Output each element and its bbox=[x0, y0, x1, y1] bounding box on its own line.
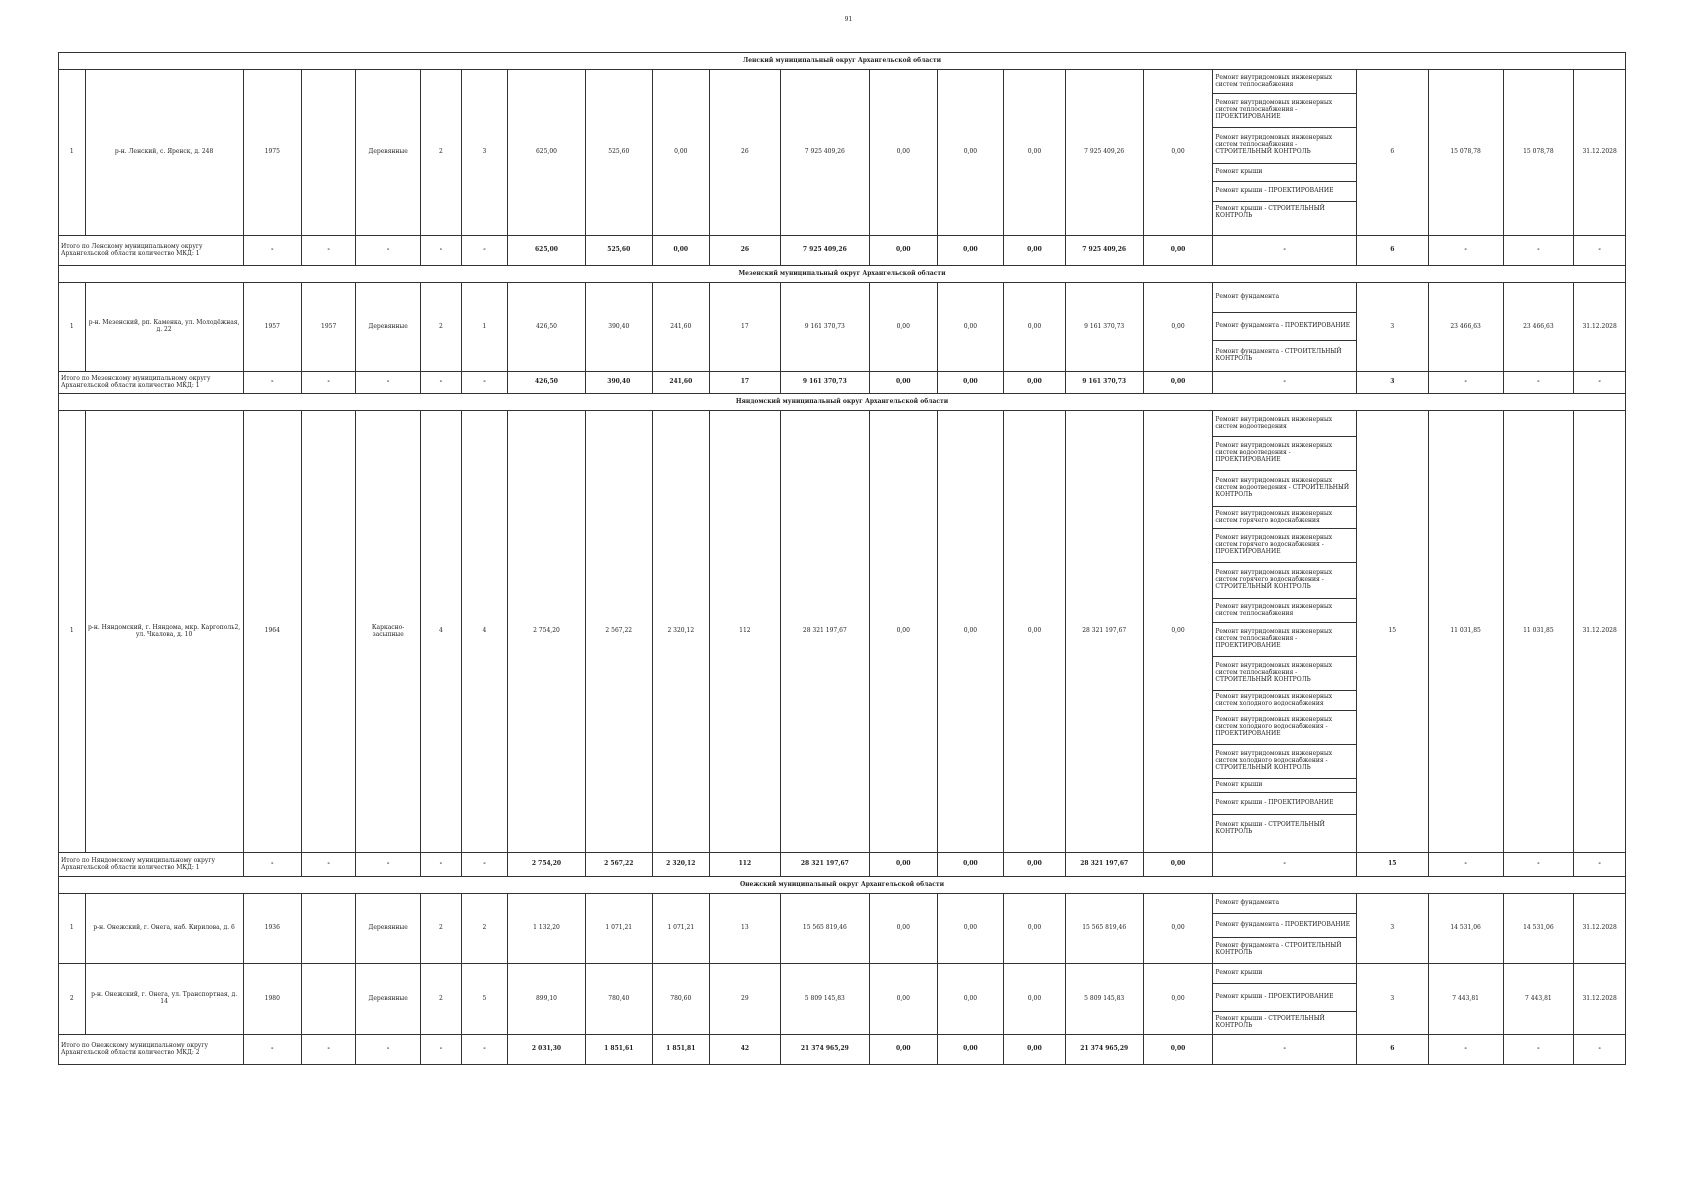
area-total: 625,00 bbox=[508, 70, 586, 236]
total-local: 0,00 bbox=[1004, 1035, 1066, 1065]
total-owners: 28 321 197,67 bbox=[1065, 853, 1143, 877]
placeholder-dash: - bbox=[356, 1035, 421, 1065]
unit-cost-limit: 23 466,63 bbox=[1503, 283, 1574, 372]
total-cost: 28 321 197,67 bbox=[780, 853, 869, 877]
work-item: Ремонт фундамента bbox=[1213, 283, 1356, 313]
entrances-count: 2 bbox=[461, 894, 507, 964]
table-row bbox=[59, 283, 1626, 372]
entrances-count: 5 bbox=[461, 964, 507, 1035]
work-item: Ремонт крыши bbox=[1213, 964, 1356, 984]
area-living: 1 071,21 bbox=[585, 894, 652, 964]
area-residential: 1 071,21 bbox=[652, 894, 709, 964]
placeholder-dash: - bbox=[356, 372, 421, 394]
section-header-row bbox=[59, 394, 1626, 411]
build-year: 1936 bbox=[243, 894, 301, 964]
placeholder-dash: - bbox=[301, 1035, 355, 1065]
works-count: 3 bbox=[1356, 964, 1428, 1035]
cost-regional: 0,00 bbox=[937, 964, 1004, 1035]
placeholder-dash: - bbox=[1428, 372, 1503, 394]
placeholder-dash: - bbox=[420, 372, 461, 394]
work-item: Ремонт внутридомовых инженерных систем теплоснабжения - ПРОЕКТИРОВАНИЕ bbox=[1213, 623, 1356, 657]
residents-count: 112 bbox=[710, 411, 781, 853]
cost-total: 7 925 409,26 bbox=[780, 70, 869, 236]
table-row bbox=[59, 411, 1626, 853]
placeholder-dash: - bbox=[356, 853, 421, 877]
area-total: 899,10 bbox=[508, 964, 586, 1035]
area-living: 2 567,22 bbox=[585, 411, 652, 853]
cost-other: 0,00 bbox=[1143, 964, 1213, 1035]
works-list bbox=[1213, 70, 1357, 236]
work-item: Ремонт внутридомовых инженерных систем теплоснабжения bbox=[1213, 70, 1356, 94]
total-regional: 0,00 bbox=[937, 1035, 1004, 1065]
total-owners: 21 374 965,29 bbox=[1065, 1035, 1143, 1065]
placeholder-dash: - bbox=[461, 1035, 507, 1065]
unit-cost-limit: 7 443,81 bbox=[1503, 964, 1574, 1035]
work-item: Ремонт внутридомовых инженерных систем холодного водоснабжения - СТРОИТЕЛЬНЫЙ КОНТРОЛЬ bbox=[1213, 745, 1356, 779]
placeholder-dash: - bbox=[243, 236, 301, 266]
total-local: 0,00 bbox=[1004, 853, 1066, 877]
table-body bbox=[59, 53, 1626, 1065]
total-area-living: 1 851,61 bbox=[585, 1035, 652, 1065]
page-number: 91 bbox=[844, 16, 853, 23]
unit-cost: 14 531,06 bbox=[1428, 894, 1503, 964]
work-item: Ремонт внутридомовых инженерных систем водоотведения bbox=[1213, 411, 1356, 437]
cost-owners: 15 565 819,46 bbox=[1065, 894, 1143, 964]
placeholder-dash: - bbox=[1428, 1035, 1503, 1065]
wall-material: Каркасно-засыпные bbox=[356, 411, 421, 853]
entrances-count: 4 bbox=[461, 411, 507, 853]
unit-cost-limit: 14 531,06 bbox=[1503, 894, 1574, 964]
address-cell: р-н. Мезенский, рп. Каменка, ул. Молодёжная, д. 22 bbox=[85, 283, 243, 372]
section-title: Ленский муниципальный округ Архангельской области bbox=[59, 53, 1626, 70]
cost-federal: 0,00 bbox=[869, 894, 937, 964]
cost-owners: 28 321 197,67 bbox=[1065, 411, 1143, 853]
cost-federal: 0,00 bbox=[869, 964, 937, 1035]
placeholder-dash: - bbox=[1503, 853, 1574, 877]
total-residents: 112 bbox=[710, 853, 781, 877]
residents-count: 17 bbox=[710, 283, 781, 372]
total-label: Итого по Мезенскому муниципальному округу Архангельской области количество МКД: 1 bbox=[59, 372, 244, 394]
cost-local: 0,00 bbox=[1004, 283, 1066, 372]
total-label: Итого по Онежскому муниципальному округу Архангельской области количество МКД: 2 bbox=[59, 1035, 244, 1065]
work-item: Ремонт фундамента - СТРОИТЕЛЬНЫЙ КОНТРОЛЬ bbox=[1215, 942, 1342, 956]
section-total-row bbox=[59, 1035, 1626, 1065]
address-cell: р-н. Онежский, г. Онега, ул. Транспортная, д. 14 bbox=[85, 964, 243, 1035]
work-item: Ремонт внутридомовых инженерных систем горячего водоснабжения - СТРОИТЕЛЬНЫЙ КОНТРОЛЬ bbox=[1213, 563, 1356, 599]
total-area-residential: 0,00 bbox=[652, 236, 709, 266]
placeholder-dash: - bbox=[1213, 372, 1357, 394]
wall-material: Деревянные bbox=[356, 894, 421, 964]
total-works-count: 3 bbox=[1356, 372, 1428, 394]
total-label: Итого по Няндомскому муниципальному округу Архангельской области количество МКД: 1 bbox=[59, 853, 244, 877]
work-item: Ремонт крыши - СТРОИТЕЛЬНЫЙ КОНТРОЛЬ bbox=[1215, 205, 1325, 219]
total-regional: 0,00 bbox=[937, 372, 1004, 394]
commission-year bbox=[301, 70, 355, 236]
placeholder-dash: - bbox=[243, 372, 301, 394]
area-living: 390,40 bbox=[585, 283, 652, 372]
total-other: 0,00 bbox=[1143, 236, 1213, 266]
cost-total: 15 565 819,46 bbox=[780, 894, 869, 964]
unit-cost: 7 443,81 bbox=[1428, 964, 1503, 1035]
capital-repair-table bbox=[58, 52, 1626, 1065]
area-total: 2 754,20 bbox=[508, 411, 586, 853]
total-federal: 0,00 bbox=[869, 372, 937, 394]
cost-regional: 0,00 bbox=[937, 70, 1004, 236]
cost-owners: 5 809 145,83 bbox=[1065, 964, 1143, 1035]
build-year: 1964 bbox=[243, 411, 301, 853]
work-item: Ремонт внутридомовых инженерных систем холодного водоснабжения - ПРОЕКТИРОВАНИЕ bbox=[1213, 711, 1356, 745]
total-other: 0,00 bbox=[1143, 1035, 1213, 1065]
placeholder-dash: - bbox=[1428, 853, 1503, 877]
table-row bbox=[59, 70, 1626, 236]
total-regional: 0,00 bbox=[937, 236, 1004, 266]
total-local: 0,00 bbox=[1004, 236, 1066, 266]
build-year: 1980 bbox=[243, 964, 301, 1035]
placeholder-dash: - bbox=[1213, 1035, 1357, 1065]
deadline: 31.12.2028 bbox=[1574, 964, 1626, 1035]
work-item: Ремонт крыши - СТРОИТЕЛЬНЫЙ КОНТРОЛЬ bbox=[1215, 1015, 1325, 1029]
work-item: Ремонт крыши - ПРОЕКТИРОВАНИЕ bbox=[1213, 793, 1356, 815]
build-year: 1957 bbox=[243, 283, 301, 372]
cost-regional: 0,00 bbox=[937, 411, 1004, 853]
cost-local: 0,00 bbox=[1004, 894, 1066, 964]
placeholder-dash: - bbox=[1213, 853, 1357, 877]
cost-local: 0,00 bbox=[1004, 70, 1066, 236]
placeholder-dash: - bbox=[1574, 1035, 1626, 1065]
total-residents: 17 bbox=[710, 372, 781, 394]
commission-year bbox=[301, 411, 355, 853]
work-item: Ремонт крыши bbox=[1213, 779, 1356, 793]
section-title: Мезенский муниципальный округ Архангельской области bbox=[59, 266, 1626, 283]
placeholder-dash: - bbox=[420, 236, 461, 266]
cost-local: 0,00 bbox=[1004, 964, 1066, 1035]
unit-cost-limit: 11 031,85 bbox=[1503, 411, 1574, 853]
section-total-row bbox=[59, 372, 1626, 394]
area-residential: 2 320,12 bbox=[652, 411, 709, 853]
works-list bbox=[1213, 283, 1357, 372]
row-number: 1 bbox=[59, 283, 86, 372]
floors-count: 2 bbox=[420, 70, 461, 236]
total-works-count: 15 bbox=[1356, 853, 1428, 877]
deadline: 31.12.2028 bbox=[1574, 283, 1626, 372]
cost-federal: 0,00 bbox=[869, 283, 937, 372]
cost-other: 0,00 bbox=[1143, 70, 1213, 236]
total-cost: 9 161 370,73 bbox=[780, 372, 869, 394]
work-item: Ремонт крыши bbox=[1213, 164, 1356, 182]
work-item: Ремонт крыши - ПРОЕКТИРОВАНИЕ bbox=[1213, 182, 1356, 202]
cost-total: 9 161 370,73 bbox=[780, 283, 869, 372]
total-federal: 0,00 bbox=[869, 853, 937, 877]
wall-material: Деревянные bbox=[356, 964, 421, 1035]
cost-regional: 0,00 bbox=[937, 894, 1004, 964]
work-item: Ремонт фундамента - ПРОЕКТИРОВАНИЕ bbox=[1213, 313, 1356, 341]
placeholder-dash: - bbox=[461, 236, 507, 266]
cost-regional: 0,00 bbox=[937, 283, 1004, 372]
section-header-row bbox=[59, 877, 1626, 894]
section-total-row bbox=[59, 853, 1626, 877]
cost-other: 0,00 bbox=[1143, 283, 1213, 372]
unit-cost: 11 031,85 bbox=[1428, 411, 1503, 853]
cost-owners: 7 925 409,26 bbox=[1065, 70, 1143, 236]
work-item: Ремонт внутридомовых инженерных систем теплоснабжения - ПРОЕКТИРОВАНИЕ bbox=[1213, 94, 1356, 128]
cost-other: 0,00 bbox=[1143, 894, 1213, 964]
placeholder-dash: - bbox=[420, 853, 461, 877]
works-list bbox=[1213, 411, 1357, 853]
deadline: 31.12.2028 bbox=[1574, 70, 1626, 236]
table-row bbox=[59, 964, 1626, 1035]
placeholder-dash: - bbox=[1574, 236, 1626, 266]
area-residential: 780,60 bbox=[652, 964, 709, 1035]
works-count: 15 bbox=[1356, 411, 1428, 853]
works-count: 3 bbox=[1356, 894, 1428, 964]
cost-total: 28 321 197,67 bbox=[780, 411, 869, 853]
address-cell: р-н. Няндомский, г. Няндома, мкр. Каргополь2, ул. Чкалова, д. 10 bbox=[85, 411, 243, 853]
total-cost: 21 374 965,29 bbox=[780, 1035, 869, 1065]
residents-count: 13 bbox=[710, 894, 781, 964]
work-item: Ремонт фундамента - СТРОИТЕЛЬНЫЙ КОНТРОЛЬ bbox=[1215, 348, 1342, 362]
placeholder-dash: - bbox=[1503, 236, 1574, 266]
work-item: Ремонт внутридомовых инженерных систем холодного водоснабжения bbox=[1213, 691, 1356, 711]
placeholder-dash: - bbox=[356, 236, 421, 266]
cost-owners: 9 161 370,73 bbox=[1065, 283, 1143, 372]
total-area: 426,50 bbox=[508, 372, 586, 394]
works-list bbox=[1213, 964, 1357, 1035]
floors-count: 4 bbox=[420, 411, 461, 853]
total-regional: 0,00 bbox=[937, 853, 1004, 877]
cost-federal: 0,00 bbox=[869, 411, 937, 853]
total-residents: 26 bbox=[710, 236, 781, 266]
area-living: 525,60 bbox=[585, 70, 652, 236]
deadline: 31.12.2028 bbox=[1574, 411, 1626, 853]
total-area-living: 2 567,22 bbox=[585, 853, 652, 877]
placeholder-dash: - bbox=[301, 853, 355, 877]
total-other: 0,00 bbox=[1143, 372, 1213, 394]
work-item: Ремонт фундамента bbox=[1213, 894, 1356, 914]
area-living: 780,40 bbox=[585, 964, 652, 1035]
placeholder-dash: - bbox=[461, 372, 507, 394]
residents-count: 29 bbox=[710, 964, 781, 1035]
address-cell: р-н. Онежский, г. Онега, наб. Кирилова, д. 6 bbox=[85, 894, 243, 964]
placeholder-dash: - bbox=[420, 1035, 461, 1065]
row-number: 1 bbox=[59, 411, 86, 853]
section-header-row bbox=[59, 53, 1626, 70]
total-area-residential: 1 851,81 bbox=[652, 1035, 709, 1065]
section-title: Онежский муниципальный округ Архангельской области bbox=[59, 877, 1626, 894]
work-item: Ремонт внутридомовых инженерных систем теплоснабжения bbox=[1213, 599, 1356, 623]
total-area-residential: 2 320,12 bbox=[652, 853, 709, 877]
table-row bbox=[59, 894, 1626, 964]
total-owners: 7 925 409,26 bbox=[1065, 236, 1143, 266]
cost-other: 0,00 bbox=[1143, 411, 1213, 853]
total-other: 0,00 bbox=[1143, 853, 1213, 877]
work-item: Ремонт внутридомовых инженерных систем водоотведения - СТРОИТЕЛЬНЫЙ КОНТРОЛЬ bbox=[1213, 471, 1356, 507]
placeholder-dash: - bbox=[301, 236, 355, 266]
section-total-row bbox=[59, 236, 1626, 266]
total-area-living: 525,60 bbox=[585, 236, 652, 266]
commission-year bbox=[301, 964, 355, 1035]
works-count: 6 bbox=[1356, 70, 1428, 236]
placeholder-dash: - bbox=[1503, 372, 1574, 394]
section-title: Няндомский муниципальный округ Архангельской области bbox=[59, 394, 1626, 411]
total-residents: 42 bbox=[710, 1035, 781, 1065]
total-label: Итого по Ленскому муниципальному округу Архангельской области количество МКД: 1 bbox=[59, 236, 244, 266]
placeholder-dash: - bbox=[243, 1035, 301, 1065]
row-number: 1 bbox=[59, 70, 86, 236]
commission-year bbox=[301, 894, 355, 964]
total-federal: 0,00 bbox=[869, 236, 937, 266]
placeholder-dash: - bbox=[1574, 853, 1626, 877]
work-item: Ремонт внутридомовых инженерных систем горячего водоснабжения - ПРОЕКТИРОВАНИЕ bbox=[1213, 529, 1356, 563]
address-cell: р-н. Ленский, с. Яренск, д. 248 bbox=[85, 70, 243, 236]
wall-material: Деревянные bbox=[356, 70, 421, 236]
work-item: Ремонт внутридомовых инженерных систем водоотведения - ПРОЕКТИРОВАНИЕ bbox=[1213, 437, 1356, 471]
area-residential: 241,60 bbox=[652, 283, 709, 372]
unit-cost: 23 466,63 bbox=[1428, 283, 1503, 372]
cost-total: 5 809 145,83 bbox=[780, 964, 869, 1035]
floors-count: 2 bbox=[420, 964, 461, 1035]
area-total: 1 132,20 bbox=[508, 894, 586, 964]
cost-federal: 0,00 bbox=[869, 70, 937, 236]
row-number: 1 bbox=[59, 894, 86, 964]
build-year: 1975 bbox=[243, 70, 301, 236]
total-area-residential: 241,60 bbox=[652, 372, 709, 394]
work-item: Ремонт внутридомовых инженерных систем горячего водоснабжения bbox=[1213, 507, 1356, 529]
area-total: 426,50 bbox=[508, 283, 586, 372]
work-item: Ремонт внутридомовых инженерных систем теплоснабжения - СТРОИТЕЛЬНЫЙ КОНТРОЛЬ bbox=[1213, 128, 1356, 164]
placeholder-dash: - bbox=[1213, 236, 1357, 266]
total-works-count: 6 bbox=[1356, 1035, 1428, 1065]
total-works-count: 6 bbox=[1356, 236, 1428, 266]
total-federal: 0,00 bbox=[869, 1035, 937, 1065]
total-cost: 7 925 409,26 bbox=[780, 236, 869, 266]
total-area-living: 390,40 bbox=[585, 372, 652, 394]
total-area: 2 031,30 bbox=[508, 1035, 586, 1065]
work-item: Ремонт внутридомовых инженерных систем теплоснабжения - СТРОИТЕЛЬНЫЙ КОНТРОЛЬ bbox=[1213, 657, 1356, 691]
placeholder-dash: - bbox=[1428, 236, 1503, 266]
works-list bbox=[1213, 894, 1357, 964]
area-residential: 0,00 bbox=[652, 70, 709, 236]
placeholder-dash: - bbox=[243, 853, 301, 877]
residents-count: 26 bbox=[710, 70, 781, 236]
total-local: 0,00 bbox=[1004, 372, 1066, 394]
section-header-row bbox=[59, 266, 1626, 283]
total-area: 2 754,20 bbox=[508, 853, 586, 877]
unit-cost: 15 078,78 bbox=[1428, 70, 1503, 236]
deadline: 31.12.2028 bbox=[1574, 894, 1626, 964]
works-count: 3 bbox=[1356, 283, 1428, 372]
work-item: Ремонт крыши - ПРОЕКТИРОВАНИЕ bbox=[1213, 984, 1356, 1012]
entrances-count: 1 bbox=[461, 283, 507, 372]
work-item: Ремонт крыши - СТРОИТЕЛЬНЫЙ КОНТРОЛЬ bbox=[1215, 821, 1325, 835]
cost-local: 0,00 bbox=[1004, 411, 1066, 853]
floors-count: 2 bbox=[420, 283, 461, 372]
commission-year: 1957 bbox=[301, 283, 355, 372]
unit-cost-limit: 15 078,78 bbox=[1503, 70, 1574, 236]
total-area: 625,00 bbox=[508, 236, 586, 266]
placeholder-dash: - bbox=[301, 372, 355, 394]
total-owners: 9 161 370,73 bbox=[1065, 372, 1143, 394]
entrances-count: 3 bbox=[461, 70, 507, 236]
floors-count: 2 bbox=[420, 894, 461, 964]
row-number: 2 bbox=[59, 964, 86, 1035]
wall-material: Деревянные bbox=[356, 283, 421, 372]
placeholder-dash: - bbox=[1503, 1035, 1574, 1065]
placeholder-dash: - bbox=[461, 853, 507, 877]
work-item: Ремонт фундамента - ПРОЕКТИРОВАНИЕ bbox=[1213, 914, 1356, 938]
placeholder-dash: - bbox=[1574, 372, 1626, 394]
